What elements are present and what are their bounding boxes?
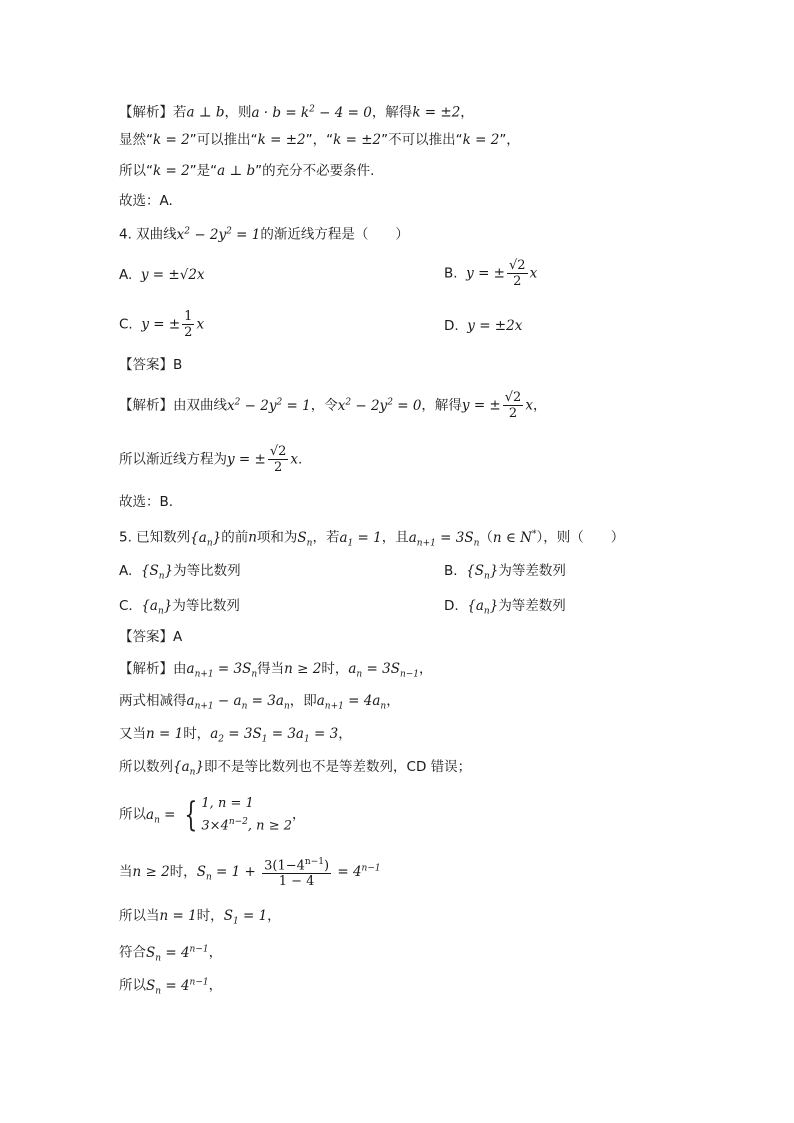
q5-option-a: A. $\{S_n\}$为等比数列 — [119, 563, 241, 582]
analysis-label: 【解析】 — [119, 397, 173, 414]
q4-option-c: C. y = ± $\frac{1}{2}$ x — [119, 309, 205, 340]
q4-option-b: B. y = ± $\frac{√2}{2}$ x — [444, 258, 538, 289]
q5-stem: 5. 已知数列$\{a_n\}$的前n项和为$S_n$，若$a_1 = 1$，且$a_{n+1} = 3S_n(n$ ∈ N*），则（ ） — [119, 529, 625, 549]
q5-step-7: 所以当n = 1时，$S_1 = 1$， — [119, 908, 281, 927]
formula: a ⊥ b — [186, 104, 225, 121]
formula: $a \cdot b = k^2 - 4 = 0$ — [251, 104, 372, 121]
q5-step-5: 所以$a_n$ = { 1, n = 1 $3\times 4^{n-2}$, n ≥ 2， — [119, 794, 306, 835]
q5-step-3: 又当n = 1时，$a_2 = 3S_1 = 3a_1 = 3$， — [119, 726, 352, 745]
answer-label: 【答案】 — [119, 629, 173, 645]
q4-answer: 【答案】B — [119, 357, 183, 373]
q3-analysis-line-1: 【解析】若a ⊥ b，则$a \cdot b = k^2 - 4 = 0$，解得k = ±2， — [119, 104, 474, 121]
q3-choice: 故选：A. — [119, 193, 173, 209]
q5-option-d: D. $\{a_n\}$为等差数列 — [444, 598, 566, 617]
q4-stem: 4. 双曲线$x^2 - 2y^2 = 1$的渐近线方程是（ ） — [119, 226, 409, 243]
q5-step-8: 符合$S_n = 4^{n-1}$， — [119, 944, 223, 964]
q5-step-4: 所以数列$\{a_n\}$即不是等比数列也不是等差数列，CD 错误； — [119, 759, 472, 778]
analysis-label: 【解析】 — [119, 104, 173, 121]
answer-label: 【答案】 — [119, 357, 173, 373]
q5-step-2: 两式相减得$a_{n+1} - a_n = 3a_n$，即$a_{n+1} = 4a_n$， — [119, 693, 400, 712]
q3-analysis-line-2: 显然“k = 2”可以推出“k = ±2”，“k = ±2”不可以推出“k = 2”， — [119, 132, 520, 148]
q5-step-1: 【解析】由$a_{n+1} = 3S_n$得当n ≥ 2时，$a_n = 3S_{n-1}$， — [119, 661, 433, 680]
q4-analysis-line-1: 【解析】由双曲线$x^2 - 2y^2 = 1$，令$x^2 - 2y^2 = 0$，解得y = ± $\frac{√2}{2}$ x， — [119, 390, 547, 421]
formula: k = ±2 — [412, 104, 461, 121]
q5-step-6: 当n ≥ 2时，$S_n = 1$ + $\frac{3(1-4^{n-1})}{1 - 4}$ = $4^{n-1}$ — [119, 857, 381, 890]
q3-analysis-line-3: 所以“k = 2”是“a ⊥ b”的充分不必要条件. — [119, 163, 375, 179]
q5-answer: 【答案】A — [119, 629, 183, 645]
q4-analysis-line-2: 所以渐近线方程为y = ± $\frac{√2}{2}$ x. — [119, 444, 303, 475]
analysis-label: 【解析】 — [119, 661, 173, 677]
q5-option-c: C. $\{a_n\}$为等比数列 — [119, 598, 240, 617]
q4-option-a: A. y = ±√2x — [119, 267, 205, 283]
q5-option-b: B. $\{S_n\}$为等差数列 — [444, 563, 566, 582]
q4-choice: 故选：B. — [119, 494, 174, 510]
q5-step-9: 所以$S_n = 4^{n-1}$， — [119, 977, 223, 997]
q4-option-d: D. y = ±2x — [444, 318, 523, 334]
